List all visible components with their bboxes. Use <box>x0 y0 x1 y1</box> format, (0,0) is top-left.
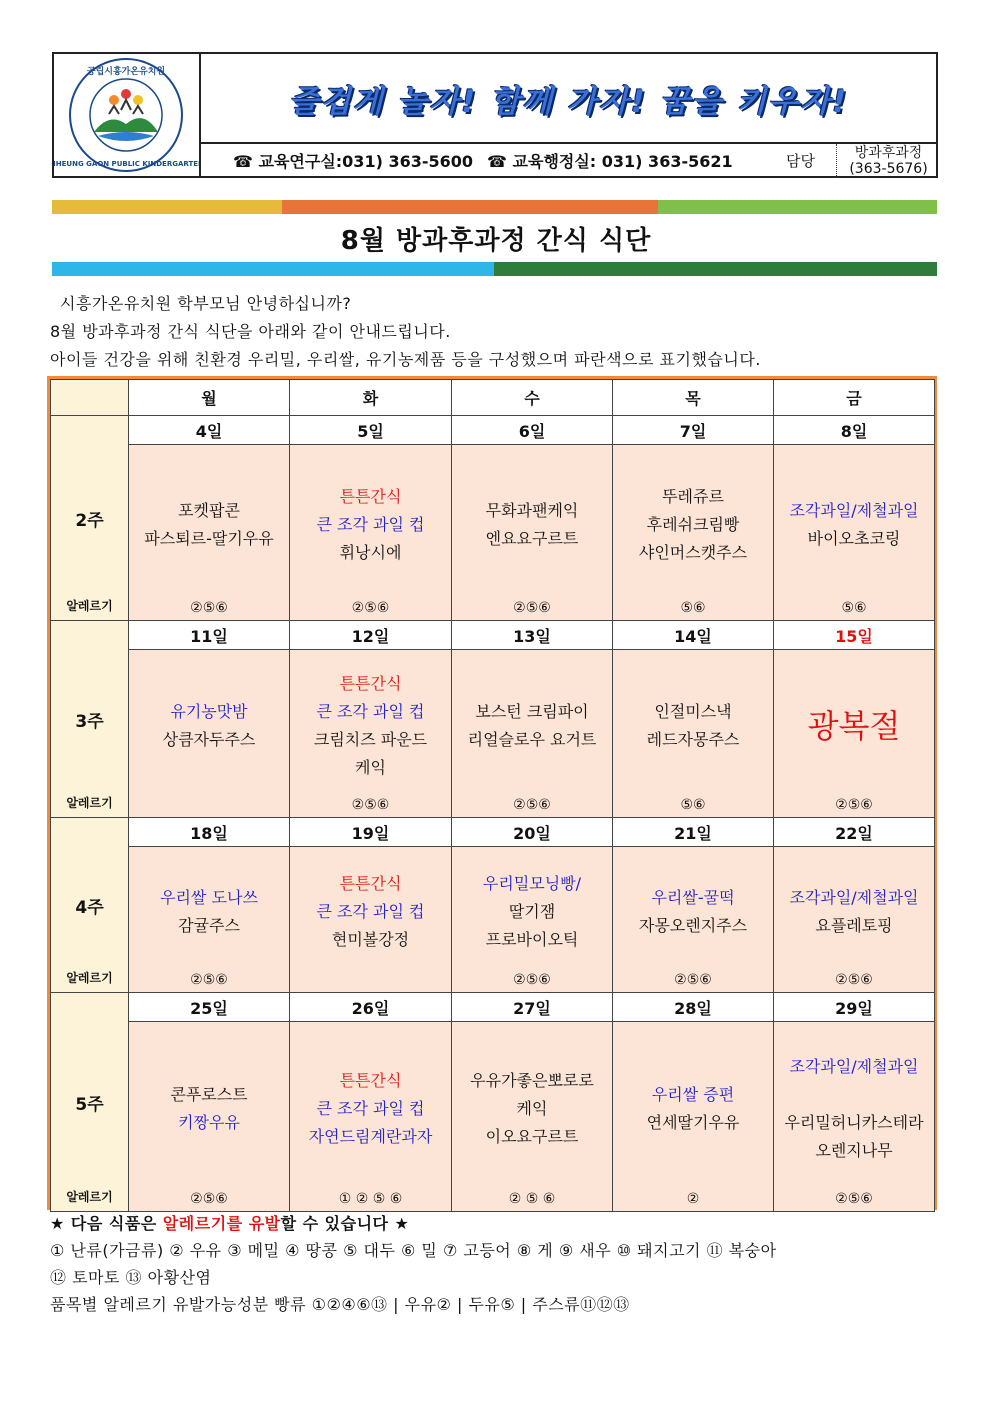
top-bar-yellow <box>52 200 282 214</box>
contact-research: ☎ 교육연구실:031) 363-5600 <box>233 152 474 171</box>
menu-item: 바이오초코링 <box>807 528 901 548</box>
menu-item: 샤인머스캣주스 <box>638 542 748 562</box>
kindergarten-logo <box>54 54 201 176</box>
date-cell: 6일 <box>452 416 613 445</box>
menu-item: 크림치즈 파운드 <box>313 729 428 749</box>
date-row <box>51 621 935 650</box>
menu-items <box>129 698 289 770</box>
week-cell <box>51 416 129 621</box>
intro-line-1: 시흥가온유치원 학부모님 안녕하십니까? <box>60 294 352 313</box>
allergen-list-1: ① 난류(가금류) ② 우유 ③ 메밀 ④ 땅콩 ⑤ 대두 ⑥ 밀 ⑦ 고등어 ⑧ 게 ⑨ 새우 ⑩ 돼지고기 ⑪ 복숭아 <box>50 1241 777 1260</box>
menu-item: 우리쌀 증편 <box>651 1084 735 1104</box>
allergen-codes: ② ⑤ ⑥ <box>508 1191 556 1207</box>
header-box <box>52 52 938 178</box>
top-bar-orange <box>282 200 658 214</box>
menu-item: 케익 <box>516 1098 548 1118</box>
special-snack-label: 튼튼간식 <box>339 873 402 893</box>
special-snack-label: 튼튼간식 <box>339 673 402 693</box>
date-cell: 18일 <box>129 818 290 847</box>
date-cell: 20일 <box>452 818 613 847</box>
week-label: 5주 <box>75 1094 104 1115</box>
warning-pre: ★ 다음 식품은 <box>50 1214 163 1233</box>
warning-post: 할 수 있습니다 ★ <box>280 1214 410 1233</box>
date-cell: 21일 <box>613 818 774 847</box>
top-bar-green <box>658 200 937 214</box>
menu-cell <box>290 445 452 621</box>
menu-items <box>774 497 934 569</box>
allergen-codes: ②⑤⑥ <box>674 972 712 988</box>
manager-dept: 방과후과정 <box>854 145 923 161</box>
contact-row <box>201 142 936 178</box>
warning-red: 알레르기를 유발 <box>162 1214 281 1233</box>
date-cell: 12일 <box>290 621 452 650</box>
menu-item: 엔요요구르트 <box>485 528 579 548</box>
menu-item: 휘낭시에 <box>339 542 402 562</box>
date-row <box>51 416 935 445</box>
menu-items <box>452 497 612 569</box>
menu-items <box>129 497 289 569</box>
menu-cell <box>452 847 613 993</box>
date-cell: 15일 <box>774 621 935 650</box>
menu-row <box>51 445 935 621</box>
date-cell: 25일 <box>129 993 290 1022</box>
date-cell: 29일 <box>774 993 935 1022</box>
menu-cell <box>129 1022 290 1212</box>
week-cell <box>51 621 129 818</box>
allergen-codes: ②⑤⑥ <box>513 600 551 616</box>
menu-cell <box>774 650 935 818</box>
menu-item: 현미볼강정 <box>331 929 410 949</box>
allergen-codes: ②⑤⑥ <box>835 972 873 988</box>
allergen-codes: ②⑤⑥ <box>835 1191 873 1207</box>
allergen-codes: ⑤⑥ <box>680 600 706 616</box>
menu-item: 이오요구르트 <box>485 1126 579 1146</box>
menu-item: 오렌지나무 <box>815 1140 893 1160</box>
menu-cell <box>774 847 935 993</box>
special-snack-label: 튼튼간식 <box>339 1070 402 1090</box>
allergen-codes: ②⑤⑥ <box>351 600 390 616</box>
menu-item: 자연드림계란과자 <box>308 1126 433 1146</box>
menu-cell <box>613 445 774 621</box>
menu-item: 우유가좋은뽀로로 <box>470 1070 594 1090</box>
menu-items <box>613 698 773 770</box>
menu-grid <box>50 379 935 1212</box>
allergen-codes: ②⑤⑥ <box>351 797 390 813</box>
menu-cell <box>613 847 774 993</box>
special-snack-label: 튼튼간식 <box>339 486 402 506</box>
menu-item: 후레쉬크림빵 <box>646 514 740 534</box>
bottom-bar-blue <box>52 262 494 276</box>
allergen-codes: ②⑤⑥ <box>513 797 551 813</box>
menu-item: 우리쌀-꿀떡 <box>651 887 735 907</box>
menu-items <box>290 483 451 583</box>
menu-item <box>774 1081 934 1109</box>
contact-admin: ☎ 교육행정실: 031) 363-5621 <box>487 152 733 171</box>
menu-cell <box>129 847 290 993</box>
week-label: 4주 <box>75 897 104 918</box>
week-cell <box>51 818 129 993</box>
allergen-codes: ②⑤⑥ <box>190 972 228 988</box>
menu-item: 케익 <box>355 757 386 777</box>
page-title: 8월 방과후과정 간식 식단 <box>340 226 652 256</box>
menu-item: 뚜레쥬르 <box>662 486 724 506</box>
logo-english-text: SIHEUNG GAON PUBLIC KINDERGARTEN <box>54 160 199 168</box>
weekday-header-row <box>51 380 935 416</box>
weekday-wed: 수 <box>452 380 613 416</box>
menu-items <box>774 1053 934 1181</box>
menu-items <box>613 884 773 956</box>
date-cell: 27일 <box>452 993 613 1022</box>
menu-item: 우리밀모닝빵/ <box>482 873 582 893</box>
date-cell: 26일 <box>290 993 452 1022</box>
menu-item: 요플레토핑 <box>815 915 893 935</box>
menu-item: 포켓팝콘 <box>178 500 240 520</box>
menu-items <box>290 1067 451 1167</box>
menu-row <box>51 650 935 818</box>
menu-item: 프로바이오틱 <box>485 929 579 949</box>
menu-item: 연세딸기우유 <box>646 1112 740 1132</box>
menu-item: 상큼자두주스 <box>162 729 256 749</box>
header-corner <box>51 380 129 416</box>
date-cell: 4일 <box>129 416 290 445</box>
menu-row <box>51 1022 935 1212</box>
motto: 즐겁게 놀자! 함께 가자! 꿈을 키우자! <box>288 83 849 120</box>
date-row <box>51 818 935 847</box>
menu-item: 유기농맛밤 <box>170 701 248 721</box>
menu-row <box>51 847 935 993</box>
menu-cell <box>452 445 613 621</box>
menu-cell <box>129 650 290 818</box>
menu-cell <box>290 650 452 818</box>
menu-cell <box>452 650 613 818</box>
intro-line-2: 8월 방과후과정 간식 식단을 아래와 같이 안내드립니다. <box>50 322 451 341</box>
menu-table <box>47 376 937 1210</box>
date-cell: 22일 <box>774 818 935 847</box>
menu-cell <box>452 1022 613 1212</box>
weekday-tue: 화 <box>290 380 452 416</box>
week-label: 2주 <box>75 510 104 531</box>
holiday-label: 광복절 <box>807 706 901 745</box>
date-cell: 13일 <box>452 621 613 650</box>
menu-item: 조각과일/제철과일 <box>789 1056 919 1076</box>
menu-items <box>613 483 773 583</box>
allergen-codes: ②⑤⑥ <box>190 1191 228 1207</box>
menu-item: 감귤주스 <box>178 915 240 935</box>
weekday-mon: 월 <box>129 380 290 416</box>
date-row <box>51 993 935 1022</box>
menu-cell <box>129 445 290 621</box>
menu-item: 무화과팬케익 <box>485 500 579 520</box>
logo-korean-text: 공립시흥가온유치원 <box>86 67 166 77</box>
menu-item: 보스턴 크림파이 <box>475 701 589 721</box>
manager-phone: (363-5676) <box>849 161 928 177</box>
allergy-warning <box>50 1210 777 1237</box>
allergen-codes: ②⑤⑥ <box>190 600 228 616</box>
date-cell: 19일 <box>290 818 452 847</box>
weekday-fri: 금 <box>774 380 935 416</box>
menu-item: 큰 조각 과일 컵 <box>316 901 425 921</box>
menu-cell <box>774 445 935 621</box>
allergen-codes: ⑤⑥ <box>680 797 706 813</box>
intro-text <box>50 290 761 374</box>
week-cell <box>51 993 129 1212</box>
menu-items <box>774 706 934 756</box>
menu-items <box>613 1081 773 1153</box>
menu-items <box>129 1081 289 1153</box>
menu-item: 인절미스낵 <box>654 701 732 721</box>
menu-item: 자몽오렌지주스 <box>638 915 748 935</box>
menu-items <box>774 884 934 956</box>
menu-item: 리얼슬로우 요거트 <box>467 729 597 749</box>
menu-items <box>452 1067 612 1167</box>
manager-box <box>836 144 940 178</box>
menu-items <box>290 870 451 970</box>
menu-item: 조각과일/제철과일 <box>789 500 919 520</box>
allergy-label: 알레르기 <box>66 1190 113 1204</box>
menu-item: 조각과일/제철과일 <box>789 887 919 907</box>
date-cell: 14일 <box>613 621 774 650</box>
menu-cell <box>613 1022 774 1212</box>
menu-item: 우리밀허니카스테라 <box>784 1112 924 1132</box>
allergen-by-item: 품목별 알레르기 유발가능성분 빵류 ①②④⑥⑬ | 우유② | 두유⑤ | 주스류⑪⑫⑬ <box>50 1295 630 1314</box>
allergy-label: 알레르기 <box>66 971 113 985</box>
menu-items <box>129 884 289 956</box>
intro-line-3: 아이들 건강을 위해 친환경 우리밀, 우리쌀, 유기농제품 등을 구성했으며 파란색으로 표기했습니다. <box>50 350 761 369</box>
allergen-codes: ②⑤⑥ <box>513 972 551 988</box>
menu-item: 딸기잼 <box>508 901 556 921</box>
menu-item: 레드자몽주스 <box>646 729 740 749</box>
menu-item: 파스퇴르-딸기우유 <box>144 528 274 548</box>
manager-label: 담당 <box>786 152 815 170</box>
allergen-list-2: ⑫ 토마토 ⑬ 아황산염 <box>50 1268 212 1287</box>
menu-cell <box>774 1022 935 1212</box>
menu-items <box>452 698 612 770</box>
allergen-codes: ① ② ⑤ ⑥ <box>338 1191 403 1207</box>
week-label: 3주 <box>75 711 104 732</box>
menu-item: 큰 조각 과일 컵 <box>316 1098 425 1118</box>
date-cell: 8일 <box>774 416 935 445</box>
date-cell: 5일 <box>290 416 452 445</box>
allergy-label: 알레르기 <box>66 599 113 613</box>
contact-info <box>233 149 733 172</box>
menu-cell <box>613 650 774 818</box>
weekday-thu: 목 <box>613 380 774 416</box>
allergy-label: 알레르기 <box>66 796 113 810</box>
allergen-codes: ② <box>686 1191 700 1207</box>
date-cell: 7일 <box>613 416 774 445</box>
menu-item: 큰 조각 과일 컵 <box>316 701 425 721</box>
allergen-codes: ⑤⑥ <box>841 600 867 616</box>
date-cell: 11일 <box>129 621 290 650</box>
menu-cell <box>290 1022 452 1212</box>
menu-item: 우리쌀 도나쓰 <box>160 887 258 907</box>
allergy-notes <box>50 1210 777 1318</box>
menu-item: 콘푸로스트 <box>170 1084 248 1104</box>
menu-items <box>290 670 451 798</box>
date-cell: 28일 <box>613 993 774 1022</box>
menu-item: 큰 조각 과일 컵 <box>316 514 425 534</box>
menu-items <box>452 870 612 970</box>
menu-cell <box>290 847 452 993</box>
menu-item: 키짱우유 <box>178 1112 240 1132</box>
bottom-bar-green <box>494 262 937 276</box>
allergen-codes: ②⑤⑥ <box>835 797 873 813</box>
